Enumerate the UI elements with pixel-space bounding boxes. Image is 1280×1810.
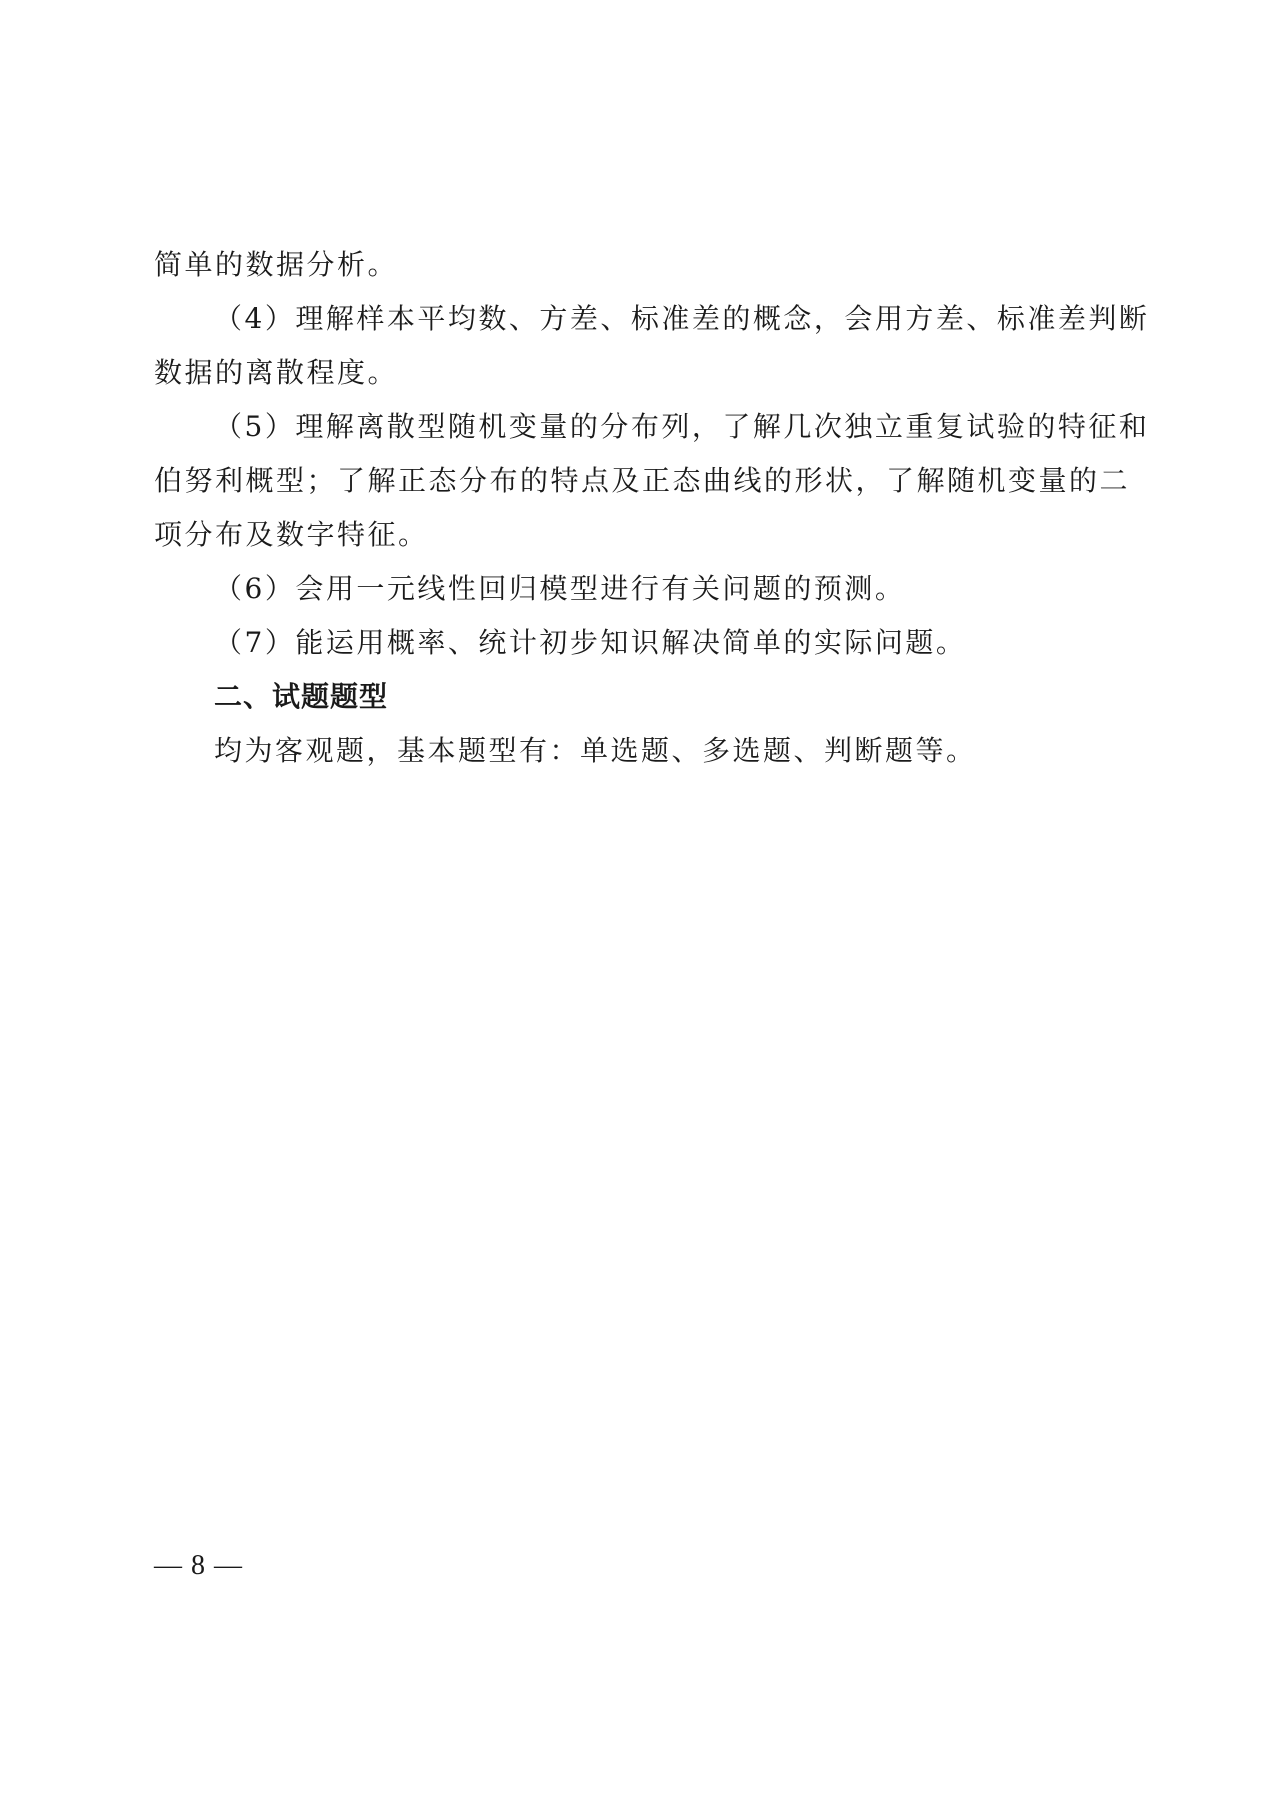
paragraph-line: 项分布及数字特征。 [154,518,429,551]
paragraph-line: 简单的数据分析。 [154,248,399,281]
paragraph-line: （6）会用一元线性回归模型进行有关问题的预测。 [214,572,906,605]
paragraph-line: （5）理解离散型随机变量的分布列，了解几次独立重复试验的特征和 [214,410,1150,443]
paragraph-line: 伯努利概型；了解正态分布的特点及正态曲线的形状，了解随机变量的二 [154,464,1131,497]
paragraph-line: （4）理解样本平均数、方差、标准差的概念，会用方差、标准差判断 [214,302,1150,335]
paragraph-line: （7）能运用概率、统计初步知识解决简单的实际问题。 [214,626,967,659]
paragraph-line: 均为客观题，基本题型有：单选题、多选题、判断题等。 [214,734,977,767]
page-number: — 8 — [154,1550,243,1581]
document-body [154,238,1150,778]
paragraph-line: 数据的离散程度。 [154,356,399,389]
section-heading: 二、试题题型 [214,680,389,713]
